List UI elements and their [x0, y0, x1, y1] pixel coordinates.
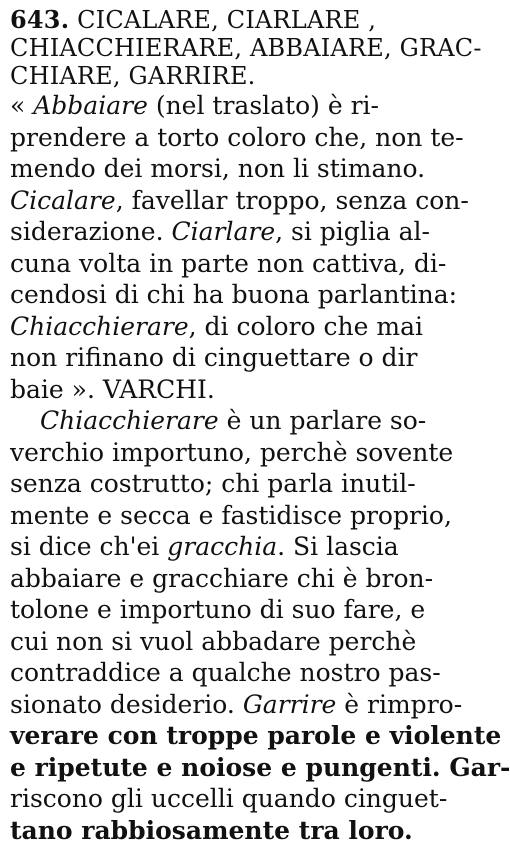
- text-run: cendosi di chi ha buona parlantina:: [10, 280, 457, 309]
- entry-body: [10, 90, 420, 846]
- body-line: [10, 815, 420, 846]
- text-run: siderazione.: [10, 217, 172, 246]
- body-line: [10, 500, 420, 532]
- text-run: è un parlare so-: [219, 406, 427, 435]
- text-run: prendere a torto coloro che, non te-: [10, 123, 464, 152]
- entry-number: 643.: [10, 5, 69, 34]
- text-run: «: [10, 91, 33, 120]
- body-line: [10, 689, 420, 721]
- text-run: cuna volta in parte non cattiva, di-: [10, 249, 446, 278]
- text-run: . Si lascia: [277, 532, 399, 561]
- entry-heading: [10, 6, 420, 90]
- body-line: [10, 468, 420, 500]
- text-run: abbaiare e gracchiare chi è bron-: [10, 564, 433, 593]
- body-line: [10, 90, 420, 122]
- body-line: [10, 657, 420, 689]
- text-run: è rimpro-: [336, 690, 462, 719]
- italic-term: Ciarlare: [172, 217, 276, 246]
- body-line: [10, 563, 420, 595]
- text-run: senza costrutto; chi parla inutil-: [10, 469, 416, 498]
- heading-line: CHIARE, GARRIRE.: [10, 62, 420, 90]
- text-run: mendo dei morsi, non li stimano.: [10, 154, 425, 183]
- text-run: verchio importuno, perchè sovente: [10, 438, 453, 467]
- heading-line: CHIACCHIERARE, ABBAIARE, GRAC-: [10, 34, 420, 62]
- heading-line: [10, 6, 420, 34]
- body-line: [10, 720, 420, 752]
- text-run: sionato desiderio.: [10, 690, 243, 719]
- body-line: [10, 626, 420, 658]
- body-line: [10, 531, 420, 563]
- text-run: contraddice a qualche nostro pas-: [10, 658, 441, 687]
- body-line: [10, 153, 420, 185]
- text-run: riscono gli uccelli quando cinguet-: [10, 784, 447, 813]
- body-line: [10, 122, 420, 154]
- text-run: mente e secca e fastidisce proprio,: [10, 501, 452, 530]
- italic-term: Cicalare: [10, 186, 116, 215]
- text-run: (nel traslato) è ri-: [148, 91, 379, 120]
- body-line: [10, 783, 420, 815]
- text-run: tano rabbiosamente tra loro.: [10, 816, 413, 845]
- text-run: , si piglia al-: [275, 217, 430, 246]
- italic-term: Chiacchierare: [40, 406, 219, 435]
- body-line: [10, 279, 420, 311]
- body-line: [10, 405, 420, 437]
- text-run: verare con troppe parole e violente: [10, 721, 501, 750]
- text-run: cui non si vuol abbadare perchè: [10, 627, 416, 656]
- text-run: , favellar troppo, senza con-: [116, 186, 469, 215]
- body-line: [10, 311, 420, 343]
- body-line: [10, 342, 420, 374]
- text-run: e ripetute e noiose e pungenti. Gar-: [10, 753, 510, 782]
- body-line: [10, 216, 420, 248]
- body-line: [10, 248, 420, 280]
- italic-term: Chiacchierare: [10, 312, 189, 341]
- italic-term: gracchia: [167, 532, 277, 561]
- text-run: baie ».: [10, 375, 103, 404]
- body-line: [10, 752, 420, 784]
- italic-term: Garrire: [243, 690, 337, 719]
- body-line: [10, 185, 420, 217]
- author-citation: VARCHI.: [103, 375, 215, 404]
- italic-term: Abbaiare: [33, 91, 148, 120]
- heading-text: CICALARE, CIARLARE ,: [69, 6, 376, 34]
- body-line: [10, 594, 420, 626]
- text-run: tolone e importuno di suo fare, e: [10, 595, 425, 624]
- body-line: [10, 374, 420, 406]
- body-line: [10, 437, 420, 469]
- text-run: , di coloro che mai: [189, 312, 423, 341]
- text-run: si dice ch'ei: [10, 532, 167, 561]
- text-run: non rifinano di cinguettare o dir: [10, 343, 418, 372]
